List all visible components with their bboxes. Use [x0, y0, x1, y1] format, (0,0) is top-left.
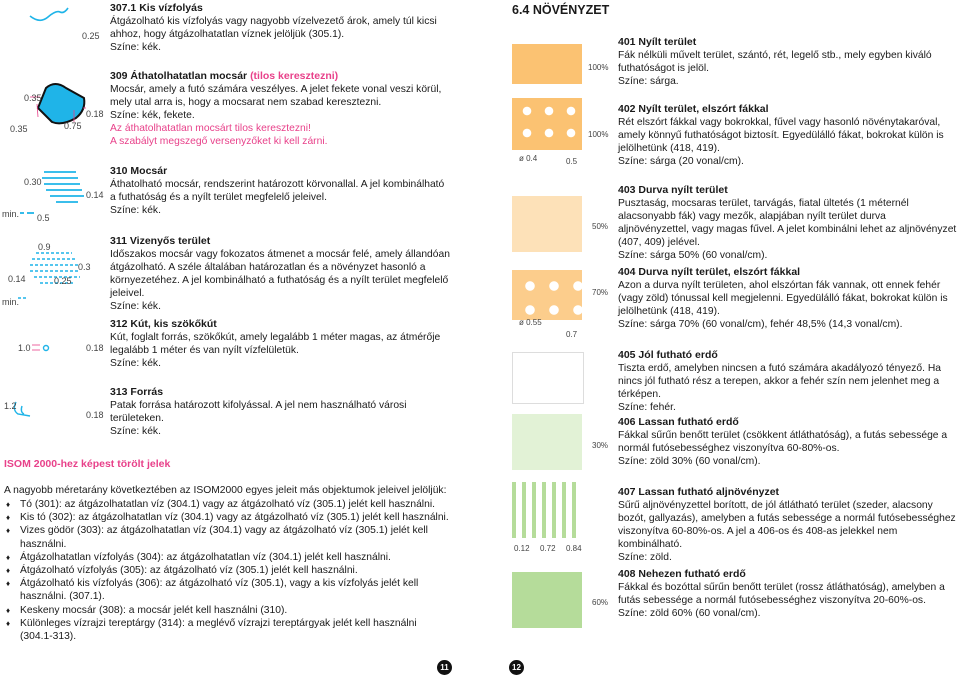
entry-color: Színe: kék. — [110, 358, 161, 369]
swatch-401 — [512, 44, 582, 84]
warning-text: A szabályt megszegő versenyzőket ki kell zárni. — [110, 136, 328, 147]
entry-description: Rét elszórt fákkal vagy bokrokkal, fűvel vagy hasonló növénytakaróval, amely könnyű futhatóságot biztosít. Egyedülálló fákat, bokrokat külön is jelölhetünk (418, 419). — [618, 117, 944, 154]
page-number: 11 — [437, 660, 452, 675]
well-symbol — [32, 345, 49, 351]
entry-title: 408 Nehezen futható erdő — [618, 568, 746, 580]
entry-401 — [618, 36, 958, 88]
list-item: ♦ Különleges vízrajzi tereptárgy (314): a meglévő vízrajzi tereptárgyak jelét kell használni (304.1-313). — [4, 617, 452, 643]
entry-color: Színe: fehér. — [618, 402, 676, 413]
entry-color: Színe: kék. — [110, 42, 161, 53]
entry-color: Színe: zöld 30% (60 vonal/cm). — [618, 456, 761, 467]
percent-label: 50% — [592, 222, 609, 231]
entry-description: Átgázolható kis vízfolyás vagy nagyobb vízelvezető árok, amely túl kicsi ahhoz, hogy átgázolhatatlan víznek jelöljük (305.1). — [110, 16, 437, 40]
swatch-404 — [512, 270, 582, 320]
entry-color: Színe: kék. — [110, 426, 161, 437]
dim-label: 0.18 — [86, 109, 104, 119]
swatch-402 — [512, 98, 582, 150]
entry-description: Kút, foglalt forrás, szökőkút, amely legalább 1 méter magas, az átmérője legalább 1 méter és van nyílt vízfelületük. — [110, 332, 441, 356]
dim-label: 0.75 — [64, 121, 82, 131]
entry-color: Színe: zöld. — [618, 552, 672, 563]
isom-intro: A nagyobb méretarány következtében az ISOM2000 egyes jeleit más objektumok jeleivel jelöljük: — [4, 485, 447, 496]
entry-description: Fákkal sűrűn benőtt terület (csökkent átláthatóság), a futás sebessége a normál futósebességhez viszonyítva 60-80%-os. — [618, 430, 948, 454]
dim-label: 0.18 — [86, 343, 104, 353]
dim-label: min. — [2, 209, 20, 219]
entry-color: Színe: kék. — [110, 205, 161, 216]
entry-description: Sűrű aljnövényzettel borított, de jól átlátható terület (szeder, alacsony bozót, gallyazás), amelyben a futás sebessége a normál futósebességhez viszonyítva 60-80%-os. A jel a 406-os és 408-as jelekkel nem kombinálható. — [618, 500, 956, 550]
entry-color: Színe: sárga. — [618, 76, 679, 87]
swatch-406 — [512, 414, 582, 470]
percent-label: 60% — [592, 598, 609, 607]
entry-title: 401 Nyílt terület — [618, 36, 697, 48]
entry-color: Színe: sárga 70% (60 vonal/cm), fehér 48,5% (14,3 vonal/cm). — [618, 319, 903, 330]
dim-label: 0.12 — [514, 544, 530, 553]
impassable-marsh-symbol — [38, 84, 84, 123]
dim-label: 0.18 — [86, 410, 104, 420]
entry-title: 310 Mocsár — [110, 165, 168, 177]
percent-label: 30% — [592, 441, 609, 450]
entry-color: Színe: sárga 50% (60 vonal/cm). — [618, 250, 768, 261]
dim-label: 0.14 — [8, 274, 26, 284]
entry-title: 404 Durva nyílt terület, elszórt fákkal — [618, 266, 801, 278]
dim-label: ø 0.55 — [519, 318, 542, 327]
entry-title: 309 Áthatolhatatlan mocsár — [110, 70, 248, 82]
percent-label: 100% — [588, 63, 609, 72]
entry-description: Fák nélküli művelt terület, szántó, rét, legelő stb., mely egyben kiváló futhatóságot is jelöl. — [618, 50, 932, 74]
entry-description: Fákkal és bozóttal sűrűn benőtt terület (rossz átláthatóság), amelyben a futás sebessége a normál futósebességhez viszonyítva 20-60%-os. — [618, 582, 945, 606]
dim-label: 0.14 — [86, 190, 104, 200]
entry-406 — [618, 416, 958, 468]
entry-402 — [618, 103, 958, 168]
dim-label: 0.25 — [82, 31, 100, 41]
warning-text: Az áthatolhatatlan mocsárt tilos keresztezni! — [110, 123, 311, 134]
dim-label: 0.5 — [566, 157, 578, 166]
dim-label: 0.72 — [540, 544, 556, 553]
swatch-405 — [512, 352, 584, 404]
entry-title: 402 Nyílt terület, elszórt fákkal — [618, 103, 769, 115]
dim-label: 0.7 — [566, 330, 578, 339]
list-item: ♦ Átgázolható vízfolyás (305): az átgázolható víz (305.1) jelét kell használni. — [4, 564, 452, 577]
small-watercourse-symbol — [30, 8, 68, 20]
page-number: 12 — [509, 660, 524, 675]
entry-description: Mocsár, amely a futó számára veszélyes. A jelet fekete vonal veszi körül, mely utal arra is, hogy a mocsarat nem szabad keresztezni. — [110, 84, 442, 108]
list-item: ♦ Keskeny mocsár (308): a mocsár jelét kell használni (310). — [4, 604, 452, 617]
entry-title: 311 Vizenyős terület — [110, 235, 211, 247]
entry-description: Pusztaság, mocsaras terület, tarvágás, fiatal ültetés (1 méternél alacsonyabb fák) vagy mezők, alapjában nyílt terület durva aljnövényzettel, vagy magas fűvel. A jelet kombinálni lehet az aljnövényzet (407, 409) jelével. — [618, 198, 957, 248]
dim-label: min. — [2, 297, 20, 307]
dim-label: 0.35 — [24, 93, 42, 103]
entry-405 — [618, 349, 958, 414]
dim-label: 0.35 — [10, 124, 28, 134]
swatch-408 — [512, 572, 582, 628]
entry-description: Időszakos mocsár vagy fokozatos átmenet a mocsár felé, amely állandóan átgázolható. A széle általában határozatlan és a növényzet hasonló a környezetéhez. A jel kombinálható a futhatóság és a nyílt terület megfelelő jeleivel. — [110, 249, 450, 299]
isom-list — [4, 498, 452, 643]
entry-407 — [618, 486, 958, 564]
entry-309 — [110, 70, 450, 148]
dim-label: 0.5 — [37, 213, 50, 223]
list-item: ♦ Tó (301): az átgázolhatatlan víz (304.1) vagy az átgázolható víz (305.1) jelét kell használni. — [4, 498, 452, 511]
dim-label: 1.2 — [4, 401, 17, 411]
entry-title: 407 Lassan futható aljnövényzet — [618, 486, 780, 498]
entry-description: Tiszta erdő, amelyben nincsen a futó számára akadályozó tényező. Ha nincs jól futható rész a terepen, akkor a fehér szín nem jelenhet meg a térképen. — [618, 363, 941, 400]
list-item: ♦ Átgázolhatatlan vízfolyás (304): az átgázolhatatlan víz (304.1) jelét kell használni. — [4, 551, 452, 564]
entry-title: 405 Jól futható erdő — [618, 349, 718, 361]
entry-404 — [618, 266, 958, 331]
entry-color: Színe: kék. — [110, 301, 161, 312]
dim-label: 1.0 — [18, 343, 31, 353]
entry-307-1 — [110, 2, 450, 54]
entry-description: Patak forrása határozott kifolyással. A jel nem használható városi területeken. — [110, 400, 407, 424]
entry-title: 313 Forrás — [110, 386, 164, 398]
entry-310 — [110, 165, 450, 217]
swatch-407 — [512, 482, 582, 538]
entry-description: Áthatolható mocsár, rendszerint határozott körvonallal. A jel kombinálható a futhatóság és a nyílt terület megfelelő jeleivel. — [110, 179, 445, 203]
entry-title: 312 Kút, kis szökőkút — [110, 318, 217, 330]
entry-title: 307.1 Kis vízfolyás — [110, 2, 203, 14]
isom-heading: ISOM 2000-hez képest törölt jelek — [4, 458, 171, 470]
list-item: ♦ Kis tó (302): az átgázolhatatlan víz (304.1) vagy az átgázolható víz (305.1) jelét kell használni. — [4, 511, 452, 524]
list-item: ♦ Átgázolható kis vízfolyás (306): az átgázolható víz (305.1), vagy a kis vízfolyás jelét kell használni. (307.1). — [4, 577, 452, 603]
entry-color: Színe: sárga (20 vonal/cm). — [618, 156, 744, 167]
entry-title: 406 Lassan futható erdő — [618, 416, 739, 428]
entry-312 — [110, 318, 450, 370]
dim-label: 0.3 — [78, 262, 91, 272]
dim-label: 0.9 — [38, 242, 51, 252]
swatch-403 — [512, 196, 582, 252]
dim-label: 0.84 — [566, 544, 582, 553]
entry-title-note: (tilos keresztezni) — [250, 70, 339, 82]
entry-313 — [110, 386, 450, 438]
list-item: ♦ Vizes gödör (303): az átgázolhatatlan víz (304.1) vagy az átgázolható víz (305.1) jelét kell használni. — [4, 524, 452, 550]
dim-label: ø 0.4 — [519, 154, 538, 163]
dim-label: 0.25 — [54, 276, 72, 286]
dim-label: 0.30 — [24, 177, 42, 187]
entry-description: Azon a durva nyílt területen, ahol elszórtan fák vannak, ott ennek fehér (vagy zöld) tónussal kell megjelenni. Egyedülálló fákat, bokrokat külön is jelölhetünk (418, 419). — [618, 280, 948, 317]
entry-title: 403 Durva nyílt terület — [618, 184, 728, 196]
entry-color: Színe: kék, fekete. — [110, 110, 195, 121]
percent-label: 100% — [588, 130, 609, 139]
entry-color: Színe: zöld 60% (60 vonal/cm). — [618, 608, 761, 619]
percent-label: 70% — [592, 288, 609, 297]
spring-symbol — [14, 402, 30, 416]
entry-408 — [618, 568, 958, 620]
entry-403 — [618, 184, 958, 262]
section-heading: 6.4 NÖVÉNYZET — [512, 3, 610, 17]
entry-311 — [110, 235, 450, 313]
